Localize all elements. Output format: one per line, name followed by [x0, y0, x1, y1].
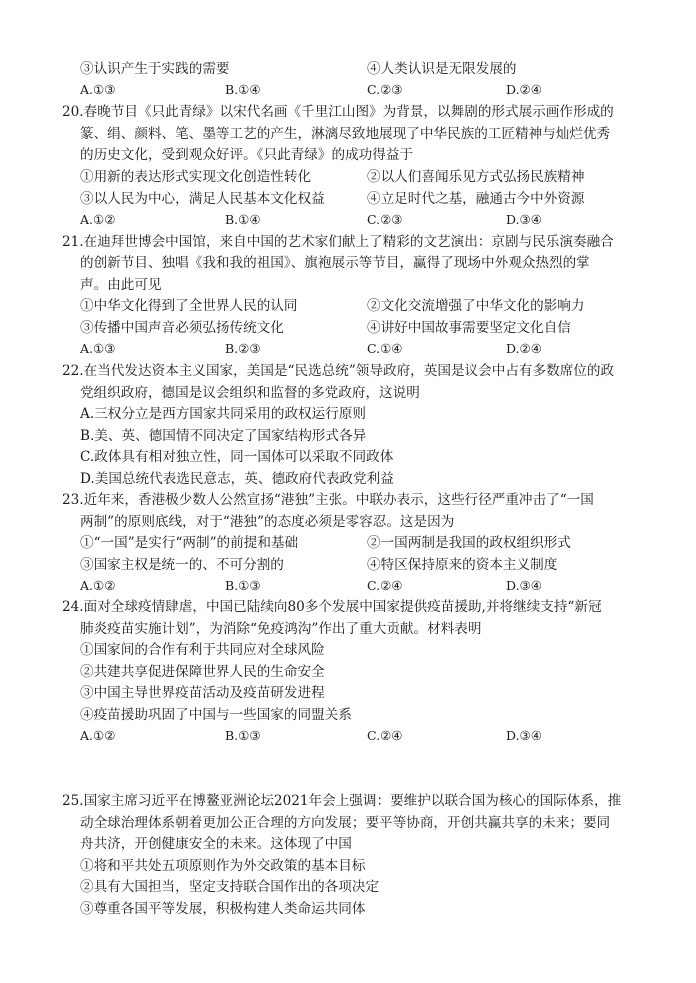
q20-option-a: A.①② — [80, 212, 116, 227]
q21-statement-3: ③传播中国声音必须弘扬传统文化 — [80, 320, 284, 336]
q25-statement-2: ②具有大国担当，坚定支持联合国作出的各项决定 — [80, 879, 380, 895]
q21-option-c: C.①④ — [367, 341, 403, 356]
q24-statement-1: ①国家间的合作有利于共同应对全球风险 — [80, 642, 325, 658]
q21-option-b: B.②③ — [225, 341, 261, 356]
q23-stem-line-2: 两制”的原则底线，对于“港独”的态度必须是零容忍。这是因为 — [80, 514, 455, 530]
q19-statement-4: ④人类认识是无限发展的 — [367, 61, 517, 77]
q20-stem-line-2: 篆、绢、颜料、笔、墨等工艺的产生，淋漓尽致地展现了中华民族的工匠精神与灿烂优秀 — [80, 126, 611, 142]
q22-stem-line-1: 22.在当代发达资本主义国家，美国是“民选总统”领导政府，英国是议会中占有多数席位的政 — [62, 363, 615, 379]
q23-option-c: C.②④ — [367, 578, 403, 593]
q24-option-d: D.③④ — [506, 728, 542, 743]
q23-statement-2: ②一国两制是我国的政权组织形式 — [367, 535, 571, 551]
q23-option-a: A.①② — [80, 578, 116, 593]
q20-option-c: C.②③ — [367, 212, 403, 227]
q19-option-b: B.①④ — [225, 82, 261, 97]
q20-statement-3: ③以人民为中心，满足人民基本文化权益 — [80, 191, 325, 207]
q21-stem-line-3: 声。由此可见 — [80, 277, 162, 293]
q22-stem-line-2: 党组织政府，德国是议会组织和监督的多党政府，这说明 — [80, 385, 420, 401]
q20-option-d: D.③④ — [506, 212, 542, 227]
q24-statement-4: ④疫苗援助巩固了中国与一些国家的同盟关系 — [80, 707, 352, 723]
q24-option-c: C.②④ — [367, 728, 403, 743]
q20-option-b: B.①④ — [225, 212, 261, 227]
q19-statement-3: ③认识产生于实践的需要 — [80, 61, 230, 77]
q23-statement-1: ①“一国”是实行“两制”的前提和基础 — [80, 535, 299, 551]
q24-option-a: A.①② — [80, 728, 116, 743]
q20-statement-4: ④立足时代之基，融通古今中外资源 — [367, 191, 585, 207]
q22-option-b: B.美、英、德国情不同决定了国家结构形式各异 — [80, 428, 367, 444]
q20-statement-1: ①用新的表达形式实现文化创造性转化 — [80, 169, 312, 185]
q25-statement-1: ①将和平共处五项原则作为外交政策的基本目标 — [80, 858, 366, 874]
q19-option-d: D.②④ — [506, 82, 542, 97]
q23-option-d: D.③④ — [506, 578, 542, 593]
q25-stem-line-3: 舟共济，开创健康安全的未来。这体现了中国 — [80, 836, 352, 852]
q19-option-a: A.①③ — [80, 82, 116, 97]
q24-statement-2: ②共建共享促进保障世界人民的生命安全 — [80, 664, 325, 680]
q25-statement-3: ③尊重各国平等发展，积极构建人类命运共同体 — [80, 901, 366, 917]
q21-option-a: A.①③ — [80, 341, 116, 356]
q24-stem-line-1: 24.面对全球疫情肆虐，中国已陆续向80多个发展中国家提供疫苗援助,并将继续支持“新冠 — [62, 599, 602, 615]
q22-option-a: A.三权分立是西方国家共同采用的政权运行原则 — [80, 406, 367, 422]
q23-option-b: B.①③ — [225, 578, 261, 593]
q25-stem-line-1: 25.国家主席习近平在博鳌亚洲论坛2021年会上强调：要维护以联合国为核心的国际体系，推 — [62, 793, 622, 809]
q24-stem-line-2: 肺炎疫苗实施计划”，为消除“免疫鸿沟”作出了重大贡献。材料表明 — [80, 621, 482, 637]
q19-option-c: C.②③ — [367, 82, 403, 97]
q25-stem-line-2: 动全球治理体系朝着更加公正合理的方向发展；要平等协商，开创共赢共享的未来；要同 — [80, 815, 611, 831]
q23-statement-4: ④特区保持原来的资本主义制度 — [367, 557, 558, 573]
q22-option-c: C.政体具有相对独立性，同一国体可以采取不同政体 — [80, 449, 394, 465]
q21-option-d: D.②④ — [506, 341, 542, 356]
q24-statement-3: ③中国主导世界疫苗活动及疫苗研发进程 — [80, 685, 325, 701]
q20-stem-line-3: 的历史文化，受到观众好评。《只此青绿》的成功得益于 — [80, 147, 414, 163]
q20-statement-2: ②以人们喜闻乐见方式弘扬民族精神 — [367, 169, 585, 185]
q21-stem-line-1: 21.在迪拜世博会中国馆，来自中国的艺术家们献上了精彩的文艺演出：京剧与民乐演奏融合 — [62, 234, 614, 250]
q23-statement-3: ③国家主权是统一的、不可分割的 — [80, 557, 284, 573]
q22-option-d: D.美国总统代表选民意志，英、德政府代表政党利益 — [80, 471, 394, 487]
q20-stem-line-1: 20.春晚节目《只此青绿》以宋代名画《千里江山图》为背景，以舞剧的形式展示画作形成的 — [62, 104, 614, 120]
q21-statement-4: ④讲好中国故事需要坚定文化自信 — [367, 320, 571, 336]
q21-stem-line-2: 的创新节目、独唱《我和我的祖国》、旗袍展示等节目，赢得了现场中外观众热烈的掌 — [80, 255, 590, 271]
q23-stem-line-1: 23.近年来，香港极少数人公然宣扬“港独”主张。中联办表示，这些行径严重冲击了“一国 — [62, 492, 594, 508]
q24-option-b: B.①③ — [225, 728, 261, 743]
q21-statement-2: ②文化交流增强了中华文化的影响力 — [367, 298, 585, 314]
q21-statement-1: ①中华文化得到了全世界人民的认同 — [80, 298, 298, 314]
